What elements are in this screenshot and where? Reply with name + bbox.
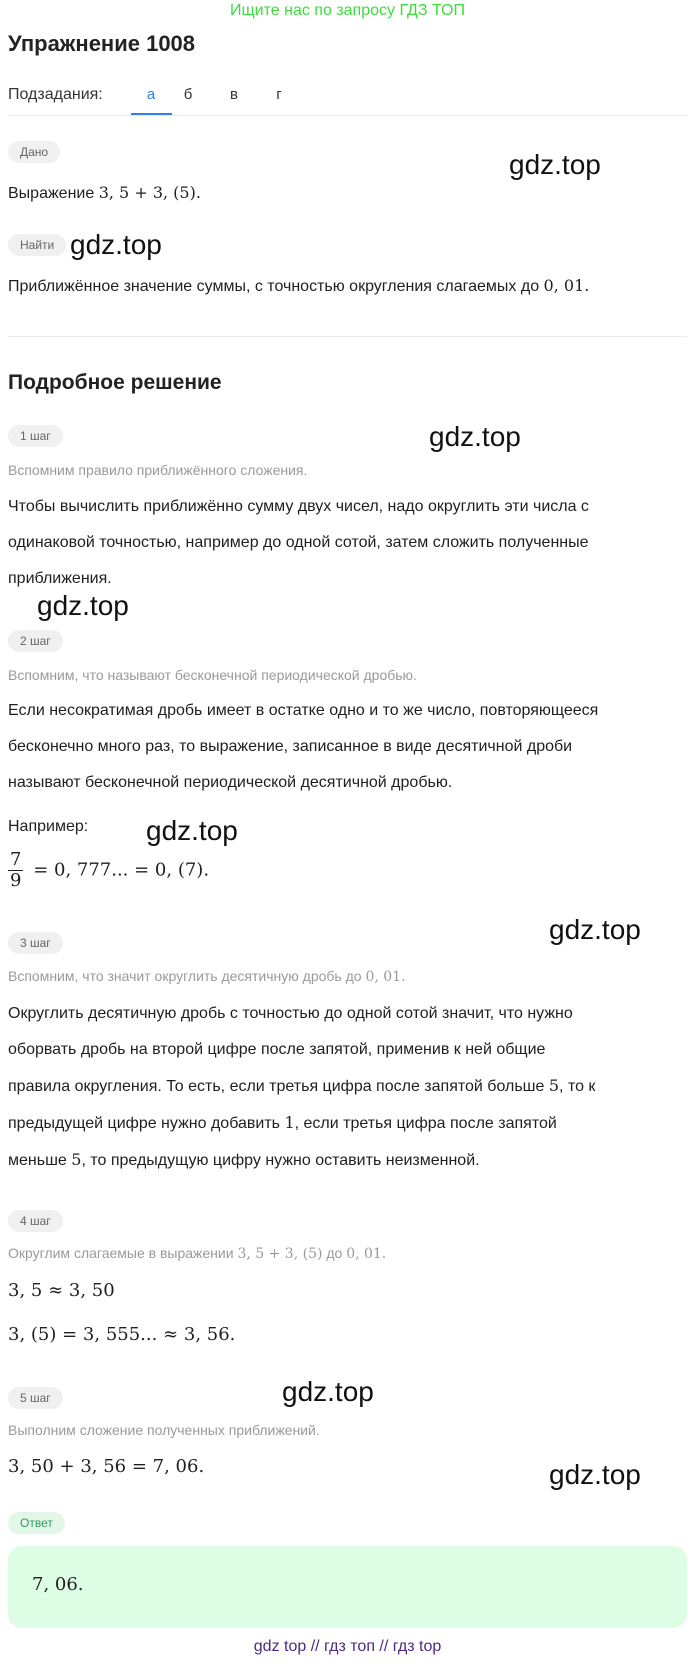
watermark: gdz.top	[549, 1459, 641, 1490]
step-3-body	[8, 996, 688, 1179]
step-3-line: оборвать дробь на второй цифре после запятой, применив к ней общие	[8, 1041, 546, 1058]
step-2-line: бесконечно много раз, то выражение, записанное в виде десятичной дроби	[8, 738, 573, 755]
find-pill: Найти	[8, 234, 66, 256]
given-text	[8, 183, 201, 203]
watermark: gdz.top	[549, 914, 641, 945]
step-3-line	[8, 1068, 688, 1105]
find-description: Приближённое значение суммы, с точностью округления слагаемых до	[8, 278, 540, 295]
watermark: gdz.top	[146, 815, 238, 846]
step-2-body	[8, 693, 688, 801]
step-4-equation-1: 3, 5 ≈ 3, 50	[8, 1280, 115, 1301]
given-expression: 3, 5 + 3, (5).	[98, 183, 201, 202]
step-4-equation-2: 3, (5) = 3, 555... ≈ 3, 56.	[8, 1324, 236, 1345]
step-3-hint	[8, 968, 406, 985]
find-value: 0, 01.	[543, 276, 590, 295]
given-prefix: Выражение	[8, 185, 95, 202]
given-pill: Дано	[8, 141, 60, 163]
step-3-text: , то к	[559, 1078, 596, 1095]
step-3-hint-value: 0, 01.	[365, 969, 406, 985]
step-1-line: Чтобы вычислить приближённо сумму двух чисел, надо округлить эти числа с	[8, 498, 589, 515]
step-1-hint: Вспомним правило приближённого сложения.	[8, 462, 308, 478]
step-3-line	[8, 1105, 688, 1142]
step-3-line: Округлить десятичную дробь с точностью до одной сотой значит, что нужно	[8, 1005, 573, 1022]
step-5-hint: Выполним сложение полученных приближений.	[8, 1422, 320, 1438]
step-1-body	[8, 489, 688, 597]
fraction-numerator: 7	[10, 849, 22, 870]
promo-link[interactable]: Ищите нас по запросу ГДЗ ТОП	[230, 2, 465, 19]
solution-title: Подробное решение	[8, 371, 222, 394]
tab-b[interactable]: б	[183, 86, 193, 103]
step-3-line	[8, 1142, 688, 1179]
example-formula	[8, 850, 209, 891]
step-3-text: меньше	[8, 1152, 67, 1169]
watermark: gdz.top	[70, 229, 162, 260]
step-1-line: одинаковой точностью, например до одной сотой, затем сложить полученные	[8, 534, 589, 551]
page-title: Упражнение 1008	[8, 31, 196, 56]
step-5-equation: 3, 50 + 3, 56 = 7, 06.	[8, 1456, 205, 1477]
example-equation: = 0, 777... = 0, (7).	[33, 859, 210, 881]
fraction-denominator: 9	[10, 870, 22, 891]
answer-value: 7, 06.	[32, 1574, 84, 1595]
step-4-pill: 4 шаг	[8, 1210, 63, 1232]
step-3-pill: 3 шаг	[8, 932, 63, 954]
watermark: gdz.top	[429, 421, 521, 452]
step-3-text: , если третья цифра после запятой	[294, 1115, 557, 1132]
watermark: gdz.top	[37, 590, 129, 621]
tab-a[interactable]: а	[146, 86, 156, 103]
example-label: Например:	[8, 818, 89, 835]
answer-box	[8, 1546, 687, 1628]
step-4-hint-text: Округлим слагаемые в выражении	[8, 1245, 234, 1261]
step-2-pill: 2 шаг	[8, 630, 63, 652]
step-3-text: правила округления. То есть, если третья цифра после запятой больше	[8, 1078, 545, 1095]
step-4-hint	[8, 1245, 386, 1262]
step-3-number: 1	[284, 1113, 295, 1132]
watermark: gdz.top	[282, 1376, 374, 1407]
watermark: gdz.top	[509, 149, 601, 180]
step-4-hint-expr: 3, 5 + 3, (5)	[237, 1246, 323, 1262]
step-5-pill: 5 шаг	[8, 1387, 63, 1409]
step-2-line: Если несократимая дробь имеет в остатке одно и то же число, повторяющееся	[8, 702, 599, 719]
fraction	[8, 850, 23, 891]
subtasks-divider	[8, 115, 687, 116]
footer-links[interactable]: gdz top // гдз топ // гдз top	[253, 1638, 442, 1655]
step-3-text: , то предыдущую цифру нужно оставить неизменной.	[81, 1152, 480, 1169]
step-2-line: называют бесконечной периодической десятичной дробью.	[8, 774, 453, 791]
step-3-hint-text: Вспомним, что значит округлить десятичную дробь до	[8, 968, 362, 984]
step-3-text: предыдущей цифре нужно добавить	[8, 1115, 280, 1132]
step-3-number: 5	[71, 1150, 82, 1169]
tab-g[interactable]: г	[276, 86, 282, 103]
find-text	[8, 276, 589, 296]
step-2-hint: Вспомним, что называют бесконечной периодической дробью.	[8, 667, 417, 683]
step-1-line: приближения.	[8, 570, 112, 587]
answer-pill: Ответ	[8, 1512, 65, 1534]
section-divider	[8, 336, 687, 337]
tab-v[interactable]: в	[230, 86, 238, 103]
step-4-hint-text: до	[326, 1245, 343, 1261]
step-3-number: 5	[548, 1076, 560, 1095]
step-4-hint-value: 0, 01.	[346, 1246, 387, 1262]
subtasks-label: Подзадания:	[8, 86, 103, 103]
step-1-pill: 1 шаг	[8, 425, 63, 447]
